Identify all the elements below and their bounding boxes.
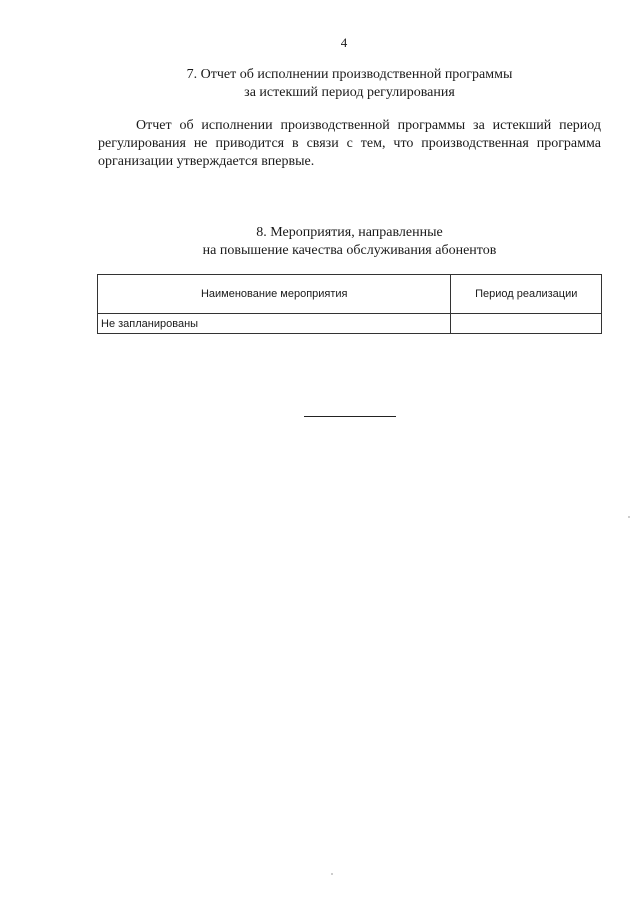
scan-speck bbox=[628, 516, 630, 518]
section-8-title-line-1: 8. Мероприятия, направленные bbox=[256, 225, 443, 240]
section-7-title-line-1: 7. Отчет об исполнении производственной программы bbox=[186, 67, 513, 82]
table-cell-measure-name: Не запланированы bbox=[98, 314, 451, 334]
section-8-heading bbox=[98, 224, 601, 260]
scan-speck bbox=[331, 873, 333, 875]
section-8-title-line-2: на повышение качества обслуживания абонентов bbox=[202, 243, 497, 258]
end-of-document-rule bbox=[304, 416, 396, 417]
table-row bbox=[98, 314, 602, 334]
section-7-heading bbox=[98, 66, 601, 102]
page-number: 4 bbox=[340, 35, 348, 50]
measures-table bbox=[97, 274, 602, 334]
table-header-row bbox=[98, 275, 602, 314]
column-header-measure-name: Наименование мероприятия bbox=[98, 275, 451, 314]
table-cell-period bbox=[451, 314, 602, 334]
section-7-title-line-2: за истекший период регулирования bbox=[244, 85, 455, 100]
section-7-paragraph: Отчет об исполнении производственной программы за истекший период регулирования не приводится в связи с тем, что производственная программа организации утверждается впервые. bbox=[98, 118, 601, 169]
column-header-period: Период реализации bbox=[451, 275, 602, 314]
